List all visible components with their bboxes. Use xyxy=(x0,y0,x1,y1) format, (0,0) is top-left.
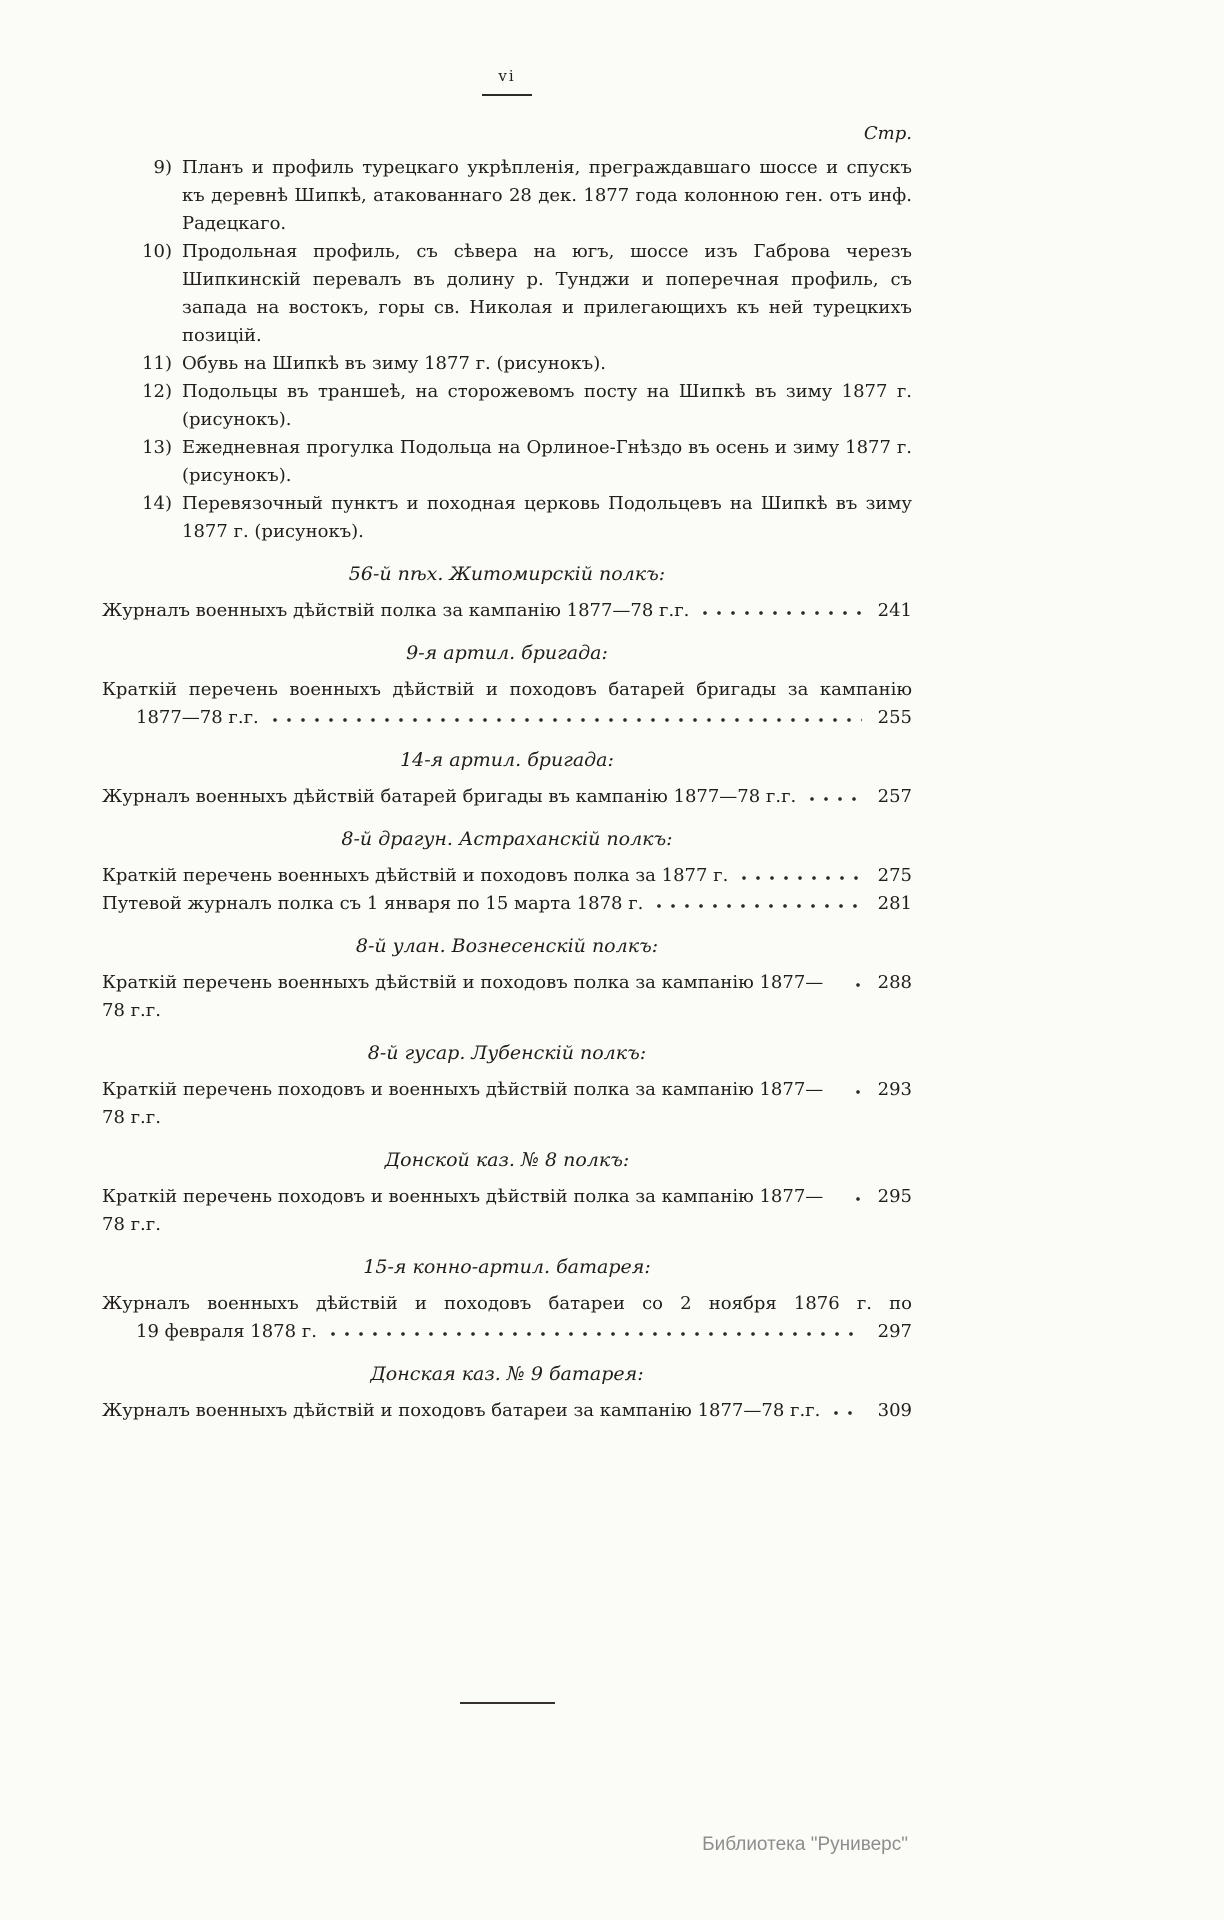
entry-continuation-row xyxy=(102,1318,912,1346)
toc-section xyxy=(102,1039,912,1132)
figure-item-number: 9) xyxy=(153,157,172,178)
page-content xyxy=(102,62,912,1425)
entry-text: Краткій перечень военныхъ дѣйствій и походовъ полка за кампанію 1877—78 г.г. xyxy=(102,972,824,1021)
toc-entry xyxy=(102,969,912,1025)
column-header-str: Стр. xyxy=(863,123,912,144)
figure-item xyxy=(130,490,912,546)
figure-item xyxy=(130,350,912,378)
separator-rule xyxy=(460,1702,555,1704)
figure-item-number: 11) xyxy=(142,353,172,374)
section-title: 8-й драгун. Астраханскій полкъ: xyxy=(341,828,673,850)
entry-text: Краткій перечень военныхъ дѣйствій и походовъ батарей бригады за кампанію xyxy=(102,679,912,700)
toc-section xyxy=(102,560,912,625)
entry-page-number: 297 xyxy=(877,1321,912,1342)
toc-entry xyxy=(102,783,912,811)
section-title: 15-я конно-артил. батарея: xyxy=(363,1256,651,1278)
figure-item-number: 13) xyxy=(142,437,172,458)
figure-item-text: Подольцы въ траншеѣ, на сторожевомъ посту на Шипкѣ въ зиму 1877 г. (рисунокъ). xyxy=(182,381,912,430)
dot-leader xyxy=(737,875,862,881)
figure-item-number: 10) xyxy=(142,241,172,262)
figure-item xyxy=(130,154,912,238)
toc-entry xyxy=(102,1183,912,1239)
figure-item-text: Ежедневная прогулка Подольца на Орлиное-Гнѣздо въ осень и зиму 1877 г. (рисунокъ). xyxy=(182,437,912,486)
figure-item-text: Планъ и профиль турецкаго укрѣпленія, преграждавшаго шоссе и спускъ къ деревнѣ Шипкѣ, атакованнаго 28 дек. 1877 года колонною ген. отъ инф. Радецкаго. xyxy=(182,157,912,234)
dot-leader xyxy=(326,1331,862,1337)
entry-page-number: 241 xyxy=(877,600,912,621)
figure-item-text: Продольная профиль, съ сѣвера на югъ, шоссе изъ Габрова черезъ Шипкинскій перевалъ въ долину р. Тунджи и поперечная профиль, съ запада на востокъ, горы св. Николая и прилегающихъ къ ней турецкихъ позицій. xyxy=(182,241,912,346)
entry-page-number: 257 xyxy=(877,786,912,807)
dot-leader xyxy=(698,610,862,616)
figure-item-number: 12) xyxy=(142,381,172,402)
dot-leader xyxy=(652,903,862,909)
entry-page-number: 255 xyxy=(877,707,912,728)
entry-text-continued: 19 февраля 1878 г. xyxy=(136,1321,317,1342)
section-title: Донской каз. № 8 полкъ: xyxy=(384,1149,630,1171)
toc-entry xyxy=(102,890,912,918)
toc-entry xyxy=(102,862,912,890)
toc-section xyxy=(102,746,912,811)
entry-text: Путевой журналъ полка съ 1 января по 15 марта 1878 г. xyxy=(102,893,644,914)
dot-leader xyxy=(268,717,862,723)
section-title: 8-й гусар. Лубенскій полкъ: xyxy=(367,1042,647,1064)
entry-text-continued: 1877—78 г.г. xyxy=(136,707,259,728)
entry-text: Журналъ военныхъ дѣйствій и походовъ батареи со 2 ноября 1876 г. по xyxy=(102,1293,912,1314)
section-title: 56-й пѣх. Житомирскій полкъ: xyxy=(348,563,666,585)
entry-page-number: 293 xyxy=(877,1079,912,1100)
toc-section xyxy=(102,639,912,732)
toc-section xyxy=(102,1253,912,1346)
figure-list xyxy=(130,154,912,546)
dot-leader xyxy=(829,1410,862,1416)
dot-leader xyxy=(805,796,862,802)
figure-item xyxy=(130,434,912,490)
dot-leader xyxy=(851,982,862,988)
toc-section xyxy=(102,825,912,918)
section-title: 8-й улан. Вознесенскій полкъ: xyxy=(355,935,659,957)
toc-section xyxy=(102,1360,912,1425)
entry-continuation-row xyxy=(102,704,912,732)
toc-entry xyxy=(102,597,912,625)
toc-section xyxy=(102,932,912,1025)
toc-entry xyxy=(102,676,912,732)
entry-text: Краткій перечень походовъ и военныхъ дѣйствій полка за кампанію 1877—78 г.г. xyxy=(102,1079,824,1128)
entry-text: Журналъ военныхъ дѣйствій батарей бригады въ кампанію 1877—78 г.г. xyxy=(102,786,797,807)
toc-entry xyxy=(102,1397,912,1425)
dot-leader xyxy=(851,1196,862,1202)
page-number-block xyxy=(102,62,912,96)
toc-section xyxy=(102,1146,912,1239)
entry-text: Журналъ военныхъ дѣйствій и походовъ батареи за кампанію 1877—78 г.г. xyxy=(102,1400,821,1421)
dot-leader xyxy=(851,1089,862,1095)
toc-entry xyxy=(102,1076,912,1132)
entry-text: Краткій перечень походовъ и военныхъ дѣйствій полка за кампанію 1877—78 г.г. xyxy=(102,1186,824,1235)
figure-item-number: 14) xyxy=(142,493,172,514)
entry-page-number: 281 xyxy=(877,893,912,914)
entry-page-number: 295 xyxy=(877,1186,912,1207)
section-title: Донская каз. № 9 батарея: xyxy=(370,1363,644,1385)
figure-item-text: Обувь на Шипкѣ въ зиму 1877 г. (рисунокъ). xyxy=(182,353,606,374)
figure-item xyxy=(130,378,912,434)
section-title: 9-я артил. бригада: xyxy=(406,642,608,664)
figure-item-text: Перевязочный пунктъ и походная церковь Подольцевъ на Шипкѣ въ зиму 1877 г. (рисунокъ). xyxy=(182,493,912,542)
entry-text: Краткій перечень военныхъ дѣйствій и походовъ полка за 1877 г. xyxy=(102,865,729,886)
entry-page-number: 309 xyxy=(877,1400,912,1421)
section-title: 14-я артил. бригада: xyxy=(400,749,614,771)
figure-item xyxy=(130,238,912,350)
toc-entry xyxy=(102,1290,912,1346)
page-number: vi xyxy=(482,62,531,96)
entry-text: Журналъ военныхъ дѣйствій полка за кампанію 1877—78 г.г. xyxy=(102,600,690,621)
library-watermark: Библиотека "Руниверс" xyxy=(702,1834,908,1855)
entry-page-number: 275 xyxy=(877,865,912,886)
entry-page-number: 288 xyxy=(877,972,912,993)
